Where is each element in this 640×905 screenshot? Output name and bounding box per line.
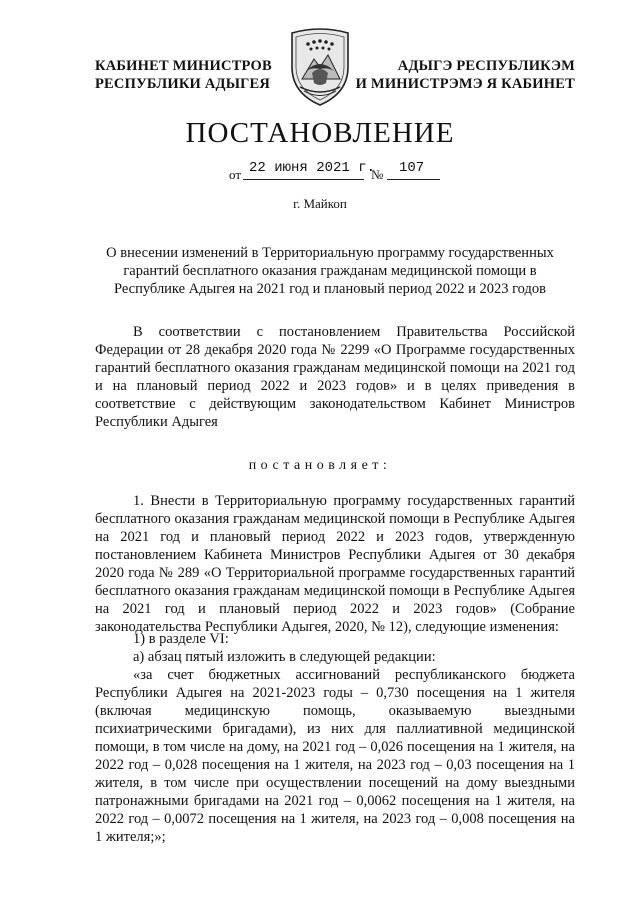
header-right-line1: АДЫГЭ РЕСПУБЛИКЭМ (397, 58, 575, 74)
date-prefix: от (229, 167, 242, 182)
header-left (95, 57, 272, 93)
preamble-paragraph: В соответствии с постановлением Правительства Российской Федерации от 28 декабря 2020 года № 2299 «О Программе государственных гарантий бесплатного оказания гражданам медицинской помощи на 2021 год и на плановый период 2022 и 2023 годов» и в целях приведения в соответствие с действующим законодательством Кабинет Министров Республики Адыгея (95, 324, 575, 430)
document-title: ПОСТАНОВЛЕНИЕ (185, 117, 455, 149)
date-value: 22 июня 2021 г. (249, 160, 376, 176)
document-subject: О внесении изменений в Территориальную программу государственных гарантий бесплатного оказания гражданам медицинской помощи в Республике Адыгея на 2021 год и плановый период 2022 и 2023 годов (106, 245, 554, 297)
sub-item-1: 1) в разделе VI: (133, 631, 229, 647)
header-right-line2: И МИНИСТРЭМЭ Я КАБИНЕТ (355, 76, 575, 92)
item-1-paragraph: 1. Внести в Территориальную программу государственных гарантий бесплатного оказания гражданам медицинской помощи в Республике Адыгея на 2021 год и плановый период 2022 и 2023 годов, утвержденную постановлением Кабинета Министров Республики Адыгея от 30 декабря 2020 года № 289 «О Территориальной программе государственных гарантий бесплатного оказания гражданам медицинской помощи в Республике Адыгея на 2021 год и плановый период 2022 и 2023 годов» (Собрание законодательства Республики Адыгея, 2020, № 12), следующие изменения: (95, 493, 575, 635)
city: г. Майкоп (293, 196, 347, 211)
date-number-line (0, 160, 640, 186)
header-right (356, 57, 575, 93)
decree-word: постановляет: (248, 458, 392, 473)
header-left-line1: КАБИНЕТ МИНИСТРОВ (95, 58, 272, 74)
coat-of-arms-icon (284, 27, 356, 107)
number-prefix: № (371, 167, 384, 182)
quoted-paragraph: «за счет бюджетных ассигнований республиканского бюджета Республики Адыгея на 2021-2023 годы – 0,730 посещения на 1 жителя (включая медицинскую помощь, оказываемую выездными психиатрическими бригадами), из них для паллиативной медицинской помощи, в том числе на дому, на 2021 год – 0,026 посещения на 1 жителя, на 2022 год – 0,028 посещения на 1 жителя, на 2023 год – 0,03 посещения на 1 жителя, в том числе при осуществлении посещений на дому выездными патронажными бригадами на 2021 год – 0,0062 посещения на 1 жителя, на 2022 год – 0,0072 посещения на 1 жителя, на 2023 год – 0,008 посещения на 1 жителя;»; (95, 667, 575, 845)
sub-item-1a: а) абзац пятый изложить в следующей редакции: (133, 649, 436, 665)
header-left-line2: РЕСПУБЛИКИ АДЫГЕЯ (95, 76, 271, 92)
number-value: 107 (399, 160, 425, 176)
